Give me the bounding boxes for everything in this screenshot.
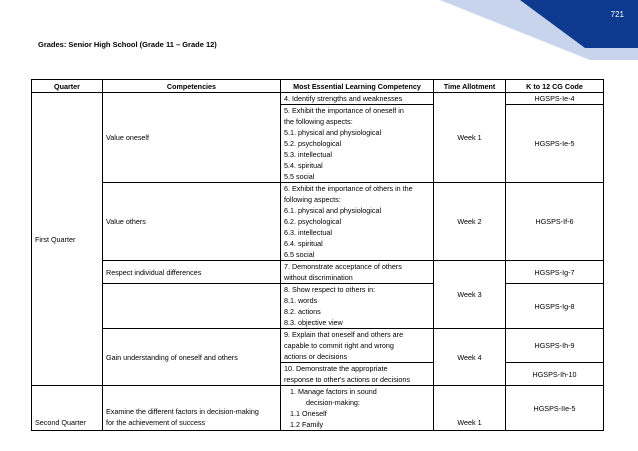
grades-heading: Grades: Senior High School (Grade 11 – Grade 12) bbox=[38, 40, 217, 49]
melc-line: 6. Exhibit the importance of others in the bbox=[284, 184, 413, 193]
melc-cell bbox=[281, 183, 434, 261]
melc-cell bbox=[281, 284, 434, 329]
code-cell: HGSPS-IIe-5 bbox=[506, 386, 604, 431]
melc-line: 6.1. physical and physiological bbox=[284, 206, 382, 215]
melc-line: the following aspects: bbox=[284, 117, 353, 126]
competency-empty-cell bbox=[103, 284, 281, 329]
page-number: 721 bbox=[610, 10, 624, 19]
competency-line: Examine the different factors in decision-making bbox=[106, 407, 259, 416]
code-cell: HGSPS-Ig-7 bbox=[506, 261, 604, 284]
melc-line: without discrimination bbox=[284, 273, 353, 282]
competency-value-others: Value others bbox=[103, 183, 281, 261]
header-time-allotment: Time Allotment bbox=[434, 80, 506, 93]
melc-line: decision-making: bbox=[306, 398, 360, 407]
code-cell: HGSPS-Ih-9 bbox=[506, 329, 604, 363]
melc-line: following aspects: bbox=[284, 195, 341, 204]
table-row bbox=[32, 386, 604, 431]
code-cell: HGSPS-Ig-8 bbox=[506, 284, 604, 329]
competency-line: for the achievement of success bbox=[106, 418, 206, 427]
melc-line: 4. Identify strengths and weaknesses bbox=[284, 94, 403, 103]
melc-line: 8.3. objective view bbox=[284, 318, 343, 327]
melc-cell bbox=[281, 386, 434, 431]
header-cg-code: K to 12 CG Code bbox=[506, 80, 604, 93]
melc-line: 7. Demonstrate acceptance of others bbox=[284, 262, 402, 271]
curriculum-table bbox=[31, 79, 604, 431]
melc-line: 1.2 Family bbox=[290, 420, 324, 429]
melc-line: 5.4. spiritual bbox=[284, 161, 323, 170]
melc-cell bbox=[281, 363, 434, 386]
competency-gain-understanding: Gain understanding of oneself and others bbox=[103, 329, 281, 386]
melc-line: 5.5 social bbox=[284, 172, 315, 181]
time-cell: Week 1 bbox=[434, 386, 506, 431]
melc-cell bbox=[281, 105, 434, 183]
melc-line: 5. Exhibit the importance of oneself in bbox=[284, 106, 404, 115]
melc-line: 1. Manage factors in sound bbox=[290, 387, 377, 396]
header-banner bbox=[0, 0, 638, 60]
header-competencies: Competencies bbox=[103, 80, 281, 93]
melc-line: actions or decisions bbox=[284, 352, 348, 361]
melc-line: 8.2. actions bbox=[284, 307, 321, 316]
header-quarter: Quarter bbox=[32, 80, 103, 93]
melc-line: 6.3. intellectual bbox=[284, 228, 332, 237]
table-row bbox=[32, 284, 604, 329]
melc-line: 10. Demonstrate the appropriate bbox=[284, 364, 388, 373]
code-cell: HGSPS-Ie-5 bbox=[506, 105, 604, 183]
table-row bbox=[32, 183, 604, 261]
melc-line: 5.1. physical and physiological bbox=[284, 128, 382, 137]
melc-line: 6.4. spiritual bbox=[284, 239, 323, 248]
time-cell: Week 4 bbox=[434, 329, 506, 386]
melc-line: 8. Show respect to others in: bbox=[284, 285, 376, 294]
melc-cell bbox=[281, 329, 434, 363]
melc-cell bbox=[281, 261, 434, 284]
table-header-row bbox=[32, 80, 604, 93]
melc-line: 1.1 Oneself bbox=[290, 409, 327, 418]
time-cell: Week 3 bbox=[434, 261, 506, 329]
melc-line: 8.1. words bbox=[284, 296, 318, 305]
melc-line: 6.5 social bbox=[284, 250, 315, 259]
time-cell: Week 1 bbox=[434, 93, 506, 183]
quarter-cell-first: First Quarter bbox=[32, 93, 103, 386]
time-cell: Week 2 bbox=[434, 183, 506, 261]
quarter-cell-second: Second Quarter bbox=[32, 386, 103, 431]
competency-value-oneself: Value oneself bbox=[103, 93, 281, 183]
code-cell: HGSPS-Ih-10 bbox=[506, 363, 604, 386]
header-melc: Most Essential Learning Competency bbox=[281, 80, 434, 93]
melc-line: 5.3. intellectual bbox=[284, 150, 332, 159]
melc-cell bbox=[281, 93, 434, 105]
melc-line: 9. Explain that oneself and others are bbox=[284, 330, 404, 339]
melc-line: capable to commit right and wrong bbox=[284, 341, 394, 350]
code-cell: HGSPS-If-6 bbox=[506, 183, 604, 261]
melc-line: response to other's actions or decisions bbox=[284, 375, 411, 384]
table-row bbox=[32, 93, 604, 105]
melc-line: 6.2. psychological bbox=[284, 217, 342, 226]
code-cell: HGSPS-Ie-4 bbox=[506, 93, 604, 105]
table-row bbox=[32, 329, 604, 363]
melc-line: 5.2. psychological bbox=[284, 139, 342, 148]
competency-respect-differences: Respect individual differences bbox=[103, 261, 281, 284]
table-row bbox=[32, 261, 604, 284]
competency-decision-making bbox=[103, 386, 281, 431]
